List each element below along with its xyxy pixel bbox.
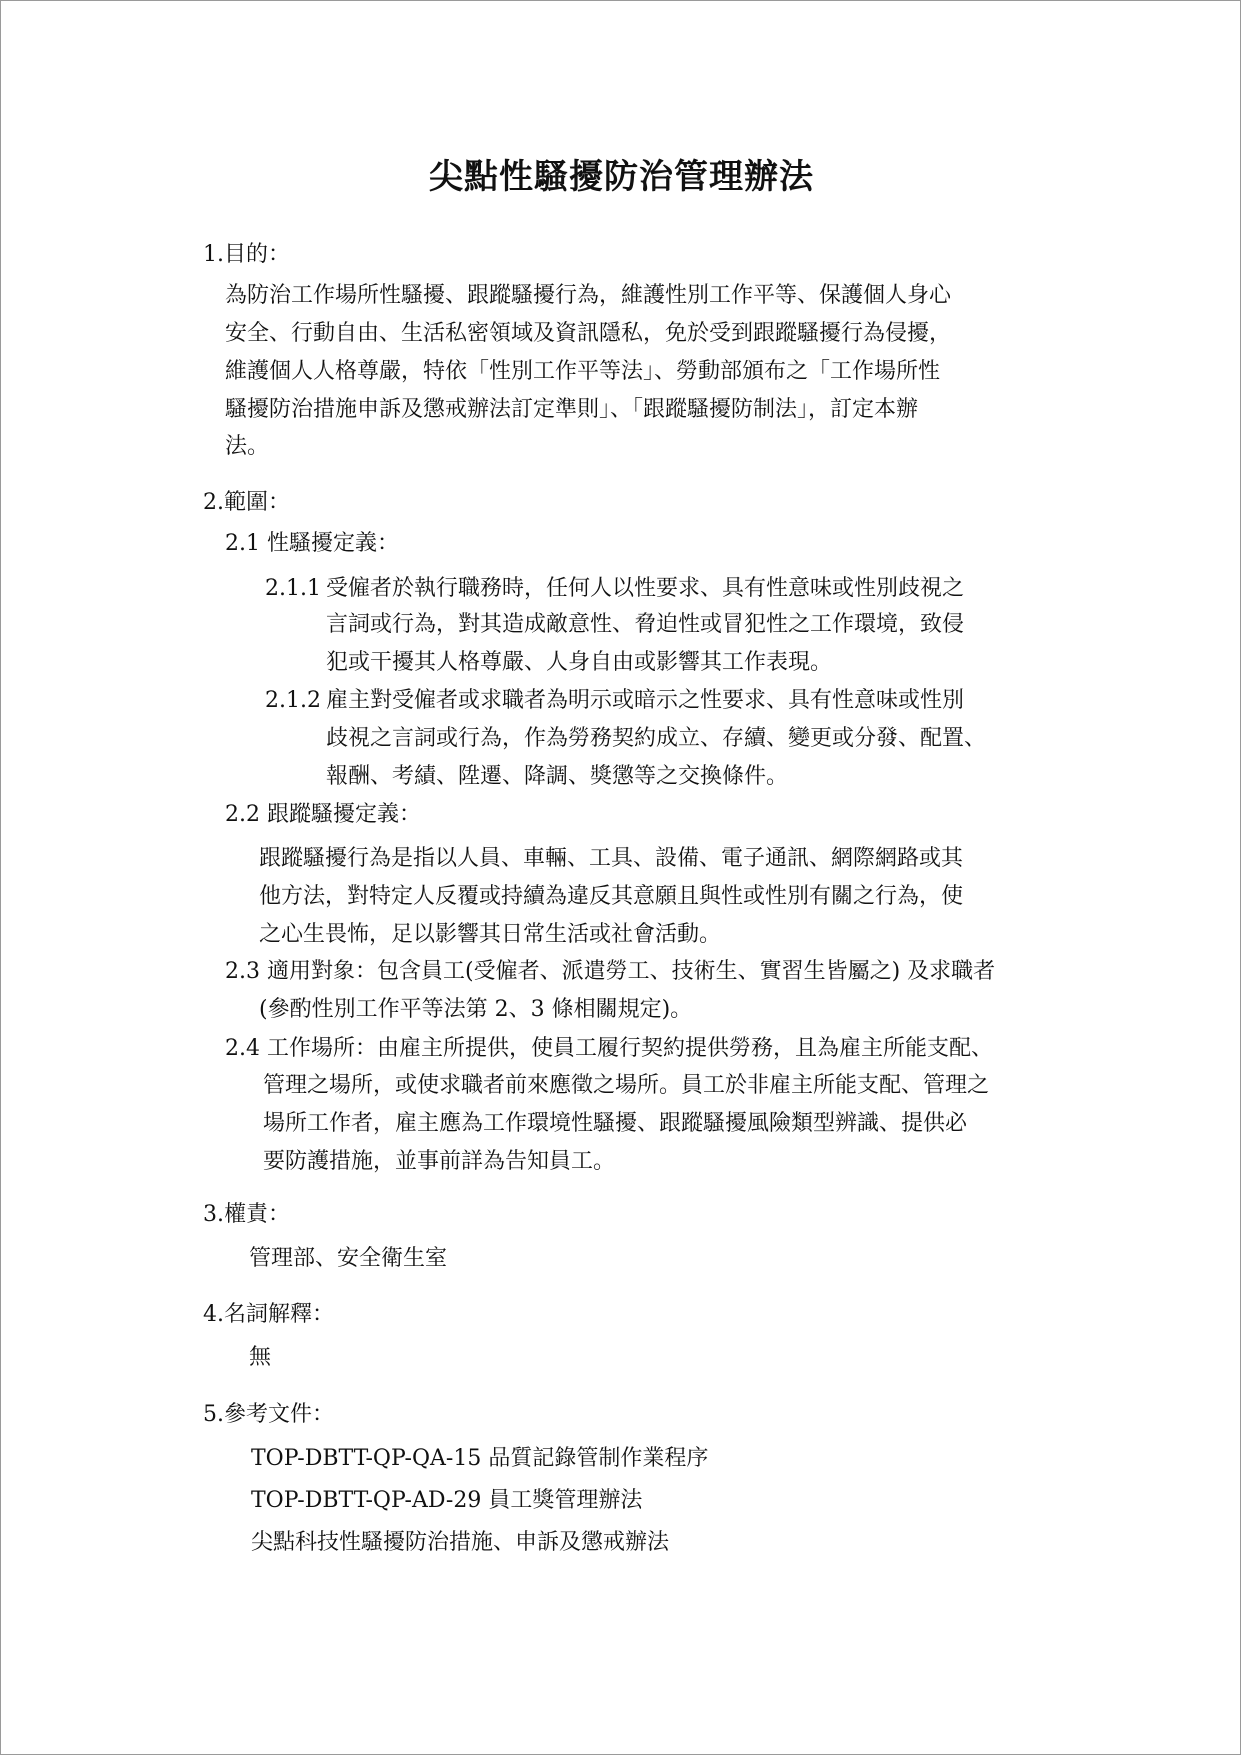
section-4-heading: 4.名詞解釋： bbox=[203, 1302, 334, 1327]
subsection-2-2-line: 他方法，對特定人反覆或持續為違反其意願且與性或性別有關之行為，使 bbox=[259, 884, 964, 909]
section-5-heading: 5.參考文件： bbox=[203, 1402, 334, 1427]
section-1-heading: 1.目的： bbox=[203, 242, 290, 267]
reference-document: TOP-DBTT-QP-QA-15 品質記錄管制作業程序 bbox=[251, 1446, 709, 1471]
section-1-line: 為防治工作場所性騷擾、跟蹤騷擾行為，維護性別工作平等、保護個人身心 bbox=[225, 283, 952, 308]
subsection-2-2-line: 之心生畏怖，足以影響其日常生活或社會活動。 bbox=[259, 922, 722, 947]
subsection-2-2-heading: 2.2 跟蹤騷擾定義： bbox=[225, 802, 421, 827]
item-2-1-1-line: 言詞或行為，對其造成敵意性、脅迫性或冒犯性之工作環境，致侵 bbox=[326, 612, 965, 637]
item-2-1-2-line: 報酬、考績、陞遷、降調、獎懲等之交換條件。 bbox=[326, 764, 789, 789]
item-2-1-1-line: 犯或干擾其人格尊嚴、人身自由或影響其工作表現。 bbox=[326, 650, 833, 675]
section-2-heading: 2.範圍： bbox=[203, 490, 290, 515]
subsection-2-1-heading: 2.1 性騷擾定義： bbox=[225, 531, 399, 556]
subsection-2-3-line: 2.3 適用對象：包含員工(受僱者、派遣勞工、技術生、實習生皆屬之) 及求職者 bbox=[225, 959, 996, 984]
item-2-1-2-line: 雇主對受僱者或求職者為明示或暗示之性要求、具有性意味或性別 bbox=[326, 688, 965, 713]
document-title: 尖點性騷擾防治管理辦法 bbox=[429, 157, 814, 197]
section-1-line: 安全、行動自由、生活私密領域及資訊隱私，免於受到跟蹤騷擾行為侵擾， bbox=[225, 321, 952, 346]
reference-document: 尖點科技性騷擾防治措施、申訴及懲戒辦法 bbox=[251, 1530, 670, 1555]
item-2-1-2-line: 歧視之言詞或行為，作為勞務契約成立、存續、變更或分發、配置、 bbox=[326, 726, 987, 751]
subsection-2-4-line: 場所工作者，雇主應為工作環境性騷擾、跟蹤騷擾風險類型辨識、提供必 bbox=[263, 1111, 968, 1136]
subsection-2-4-line: 管理之場所，或使求職者前來應徵之場所。員工於非雇主所能支配、管理之 bbox=[263, 1073, 990, 1098]
item-2-1-1-line: 受僱者於執行職務時，任何人以性要求、具有性意味或性別歧視之 bbox=[326, 576, 965, 601]
section-4-line: 無 bbox=[249, 1345, 272, 1370]
subsection-2-2-line: 跟蹤騷擾行為是指以人員、車輛、工具、設備、電子通訊、網際網路或其 bbox=[259, 846, 964, 871]
item-2-1-2-number: 2.1.2 bbox=[265, 688, 321, 713]
section-1-line: 騷擾防治措施申訴及懲戒辦法訂定準則」、「跟蹤騷擾防制法」，訂定本辦 bbox=[225, 397, 919, 422]
subsection-2-4-line: 要防護措施，並事前詳為告知員工。 bbox=[263, 1149, 616, 1174]
reference-document: TOP-DBTT-QP-AD-29 員工獎管理辦法 bbox=[251, 1488, 643, 1513]
subsection-2-4-line: 2.4 工作場所：由雇主所提供，使員工履行契約提供勞務，且為雇主所能支配、 bbox=[225, 1036, 993, 1061]
section-1-line: 維護個人人格尊嚴，特依「性別工作平等法」、勞動部頒布之「工作場所性 bbox=[225, 359, 941, 384]
section-1-line: 法。 bbox=[225, 434, 270, 459]
item-2-1-1-number: 2.1.1 bbox=[265, 576, 321, 601]
section-3-line: 管理部、安全衛生室 bbox=[249, 1246, 448, 1271]
section-3-heading: 3.權責： bbox=[203, 1202, 290, 1227]
subsection-2-3-line: (參酌性別工作平等法第 2、3 條相關規定)。 bbox=[259, 997, 693, 1022]
